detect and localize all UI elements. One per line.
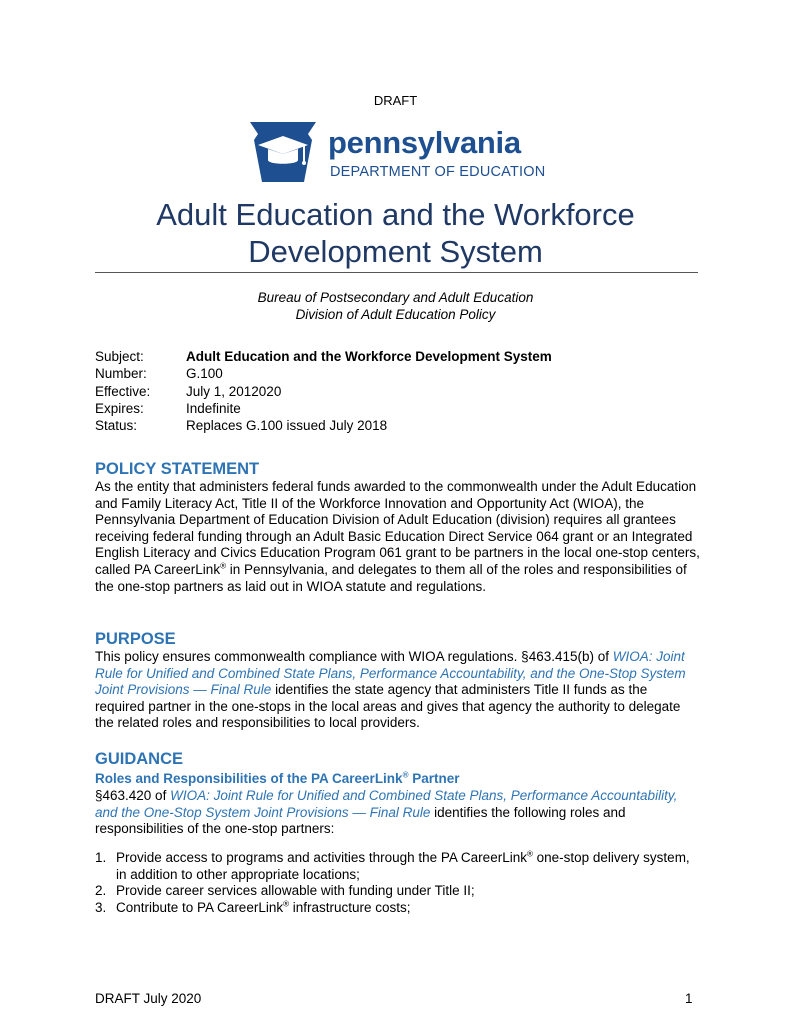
registered-mark: ® <box>402 770 409 780</box>
meta-label: Subject: <box>95 349 144 364</box>
title-line-2: Development System <box>248 234 543 269</box>
guidance-text-a: §463.420 of <box>95 788 171 803</box>
pde-logo <box>248 118 548 190</box>
list-text: Provide access to programs and activities through the PA CareerLink® one-stop delivery system, in addition to other appropriate locations; <box>116 849 690 882</box>
list-number: 1. <box>95 850 107 865</box>
meta-value: Replaces G.100 issued July 2018 <box>186 418 388 434</box>
document-title <box>95 196 696 270</box>
list-number: 3. <box>95 899 107 915</box>
policy-text-a: As the entity that administers federal funds awarded to the commonwealth under the Adult Education and Family Literacy Act, Title II of the Workforce Innovation and Opportunity Act (WIOA), the Pennsylvania Department of Education Division of Adult Education (division) requires all grantees receiving federal funding through an Adult Basic Education Direct Service 064 grant or an Integrated English Literacy and Civics Education Program 061 grant to be partners in the local one-stop centers, called PA CareerLink <box>95 479 700 577</box>
keystone-graduation-cap-icon <box>248 120 318 188</box>
registered-mark: ® <box>283 899 289 909</box>
meta-value: Adult Education and the Workforce Development System <box>186 349 552 364</box>
meta-label: Status: <box>95 418 138 434</box>
registered-mark: ® <box>526 849 533 859</box>
title-divider <box>95 272 698 273</box>
meta-label: Effective: <box>95 383 151 399</box>
purpose-text-b: identifies the state agency that administers Title II funds as the required partner in the one-stops in the local areas and gives that agency the authority to delegate the related roles and responsibilities to local providers. <box>95 682 681 731</box>
meta-value: July 1, 2012020 <box>186 383 282 399</box>
wioa-final-rule-link[interactable]: WIOA: Joint Rule for Unified and Combined State Plans, Performance Accountability, and the One-Stop System Joint Provisions — Final Rule <box>95 649 686 698</box>
list-text: Contribute to PA CareerLink® infrastructure costs; <box>116 899 411 915</box>
purpose-text <box>95 649 700 732</box>
roles-subheading-b: Partner <box>408 771 460 786</box>
meta-row-subject <box>95 348 552 365</box>
purpose-text-a: This policy ensures commonwealth compliance with WIOA regulations. §463.415(b) of <box>95 649 613 664</box>
footer-draft-date: DRAFT July 2020 <box>95 991 202 1006</box>
guidance-text-b: identifies the following roles and responsibilities of the one-stop partners: <box>95 804 626 837</box>
logo-wordmark: pennsylvania <box>328 125 521 160</box>
guidance-text <box>95 788 700 838</box>
meta-row-expires <box>95 400 552 417</box>
draft-label: DRAFT <box>373 93 418 108</box>
meta-value: G.100 <box>186 366 223 382</box>
list-item <box>95 850 700 883</box>
meta-label: Expires: <box>95 400 144 416</box>
registered-mark: ® <box>220 561 226 571</box>
list-item <box>95 883 700 900</box>
meta-row-number <box>95 365 552 382</box>
list-text: Provide career services allowable with funding under Title II; <box>116 883 475 899</box>
list-item <box>95 900 700 917</box>
roles-subheading <box>95 771 460 788</box>
purpose-heading: PURPOSE <box>95 630 176 648</box>
logo-department: DEPARTMENT OF EDUCATION <box>330 164 546 180</box>
wioa-final-rule-link[interactable]: WIOA: Joint Rule for Unified and Combined State Plans, Performance Accountability, and the One-Stop System Joint Provisions — Final Rule <box>95 788 678 820</box>
meta-row-effective <box>95 383 552 400</box>
page-number: 1 <box>685 991 693 1006</box>
title-line-1: Adult Education and the Workforce <box>156 197 635 232</box>
meta-value: Indefinite <box>186 400 241 416</box>
roles-list <box>95 850 700 916</box>
bureau-block <box>0 289 791 323</box>
policy-statement-heading: POLICY STATEMENT <box>95 460 260 478</box>
policy-statement-text <box>95 479 700 595</box>
meta-row-status <box>95 417 552 434</box>
meta-label: Number: <box>95 366 147 382</box>
policy-text-b: in Pennsylvania, and delegates to them all of the roles and responsibilities of the one-stop partners as laid out in WIOA statute and regulations. <box>95 561 687 594</box>
bureau-name: Bureau of Postsecondary and Adult Education <box>257 290 534 305</box>
list-number: 2. <box>95 883 107 899</box>
document-metadata <box>95 348 552 434</box>
division-name: Division of Adult Education Policy <box>295 307 496 322</box>
guidance-heading: GUIDANCE <box>95 750 184 768</box>
roles-subheading-a: Roles and Responsibilities of the PA CareerLink <box>95 771 403 786</box>
